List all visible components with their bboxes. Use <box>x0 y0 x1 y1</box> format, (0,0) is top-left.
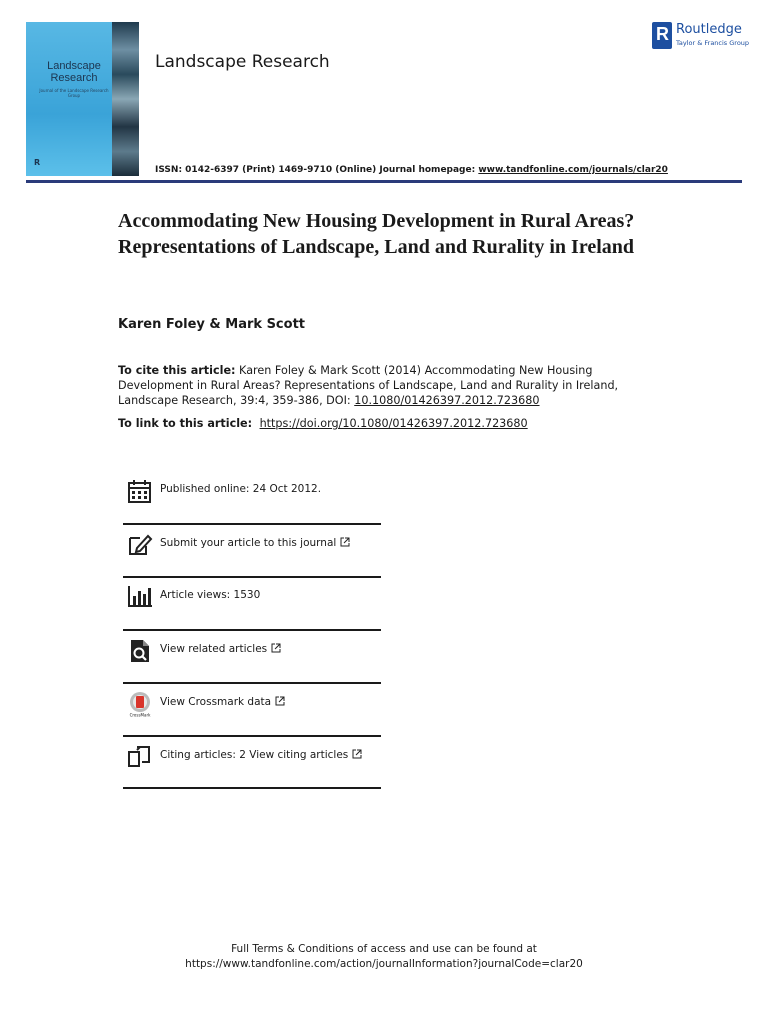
calendar-icon <box>127 478 153 504</box>
external-link-icon <box>271 643 281 653</box>
footer-terms-link[interactable]: https://www.tandfonline.com/action/journalInformation?journalCode=clar20 <box>185 958 583 970</box>
publisher-group: Taylor & Francis Group <box>676 39 750 47</box>
crossmark-label: View Crossmark data <box>160 696 272 708</box>
submit-label: Submit your article to this journal <box>160 537 337 549</box>
article-authors: Karen Foley & Mark Scott <box>118 317 305 332</box>
divider <box>123 576 381 578</box>
article-link <box>118 417 528 430</box>
search-document-icon <box>127 638 153 664</box>
crossmark-icon <box>127 691 153 717</box>
cite-label: To cite this article: <box>118 364 236 377</box>
footer-terms-text: Full Terms & Conditions of access and use can be found at <box>231 943 537 955</box>
citing-articles-link[interactable] <box>160 749 362 761</box>
published-label: Published online: 24 Oct 2012. <box>160 483 322 495</box>
link-label: To link to this article: <box>118 417 256 430</box>
svg-text:CrossMark: CrossMark <box>129 712 151 717</box>
crossmark-link[interactable] <box>160 696 285 708</box>
footer <box>0 942 768 972</box>
article-views-label: Article views: 1530 <box>160 589 261 601</box>
header-rule <box>26 180 742 183</box>
journal-title: Landscape Research <box>155 52 330 72</box>
article-doi-link[interactable]: https://doi.org/10.1080/01426397.2012.723680 <box>259 417 528 430</box>
cover-publisher-logo: R <box>34 158 41 167</box>
publisher-logo <box>652 22 752 50</box>
cover-title: Landscape Research <box>47 60 101 84</box>
article-title: Accommodating New Housing Development in Rural Areas? Representations of Landscape, Land and Rurality in Ireland <box>118 210 635 258</box>
citation <box>118 363 638 408</box>
divider <box>123 735 381 737</box>
publisher-name: Routledge <box>676 22 742 37</box>
divider <box>123 787 381 789</box>
external-link-icon <box>352 749 362 759</box>
routledge-icon: R <box>652 22 672 49</box>
journal-cover <box>26 22 139 176</box>
external-link-icon <box>340 537 350 547</box>
submit-article-link[interactable] <box>160 537 350 549</box>
edit-icon <box>127 532 153 558</box>
issn-line <box>155 165 668 175</box>
cover-photo-strip <box>112 22 139 176</box>
bar-chart-icon <box>127 584 153 610</box>
cite-text: Karen Foley & Mark Scott (2014) Accommodating New Housing Development in Rural Areas? Representations of Landscape, Land and Rurality in Ireland, Landscape Research, 39:4, 359-386, DOI: <box>118 364 619 407</box>
journal-homepage-link[interactable]: www.tandfonline.com/journals/clar20 <box>478 165 668 175</box>
related-articles-link[interactable] <box>160 643 281 655</box>
divider <box>123 629 381 631</box>
cover-subtitle: Journal of the Landscape Research Group <box>39 88 109 98</box>
external-link-icon <box>275 696 285 706</box>
citing-label: Citing articles: 2 View citing articles <box>160 749 349 761</box>
issn-text: ISSN: 0142-6397 (Print) 1469-9710 (Online) Journal homepage: <box>155 165 479 175</box>
related-label: View related articles <box>160 643 268 655</box>
citing-articles-icon <box>127 744 153 770</box>
divider <box>123 682 381 684</box>
cite-doi-link[interactable]: 10.1080/01426397.2012.723680 <box>354 394 540 407</box>
divider <box>123 523 381 525</box>
